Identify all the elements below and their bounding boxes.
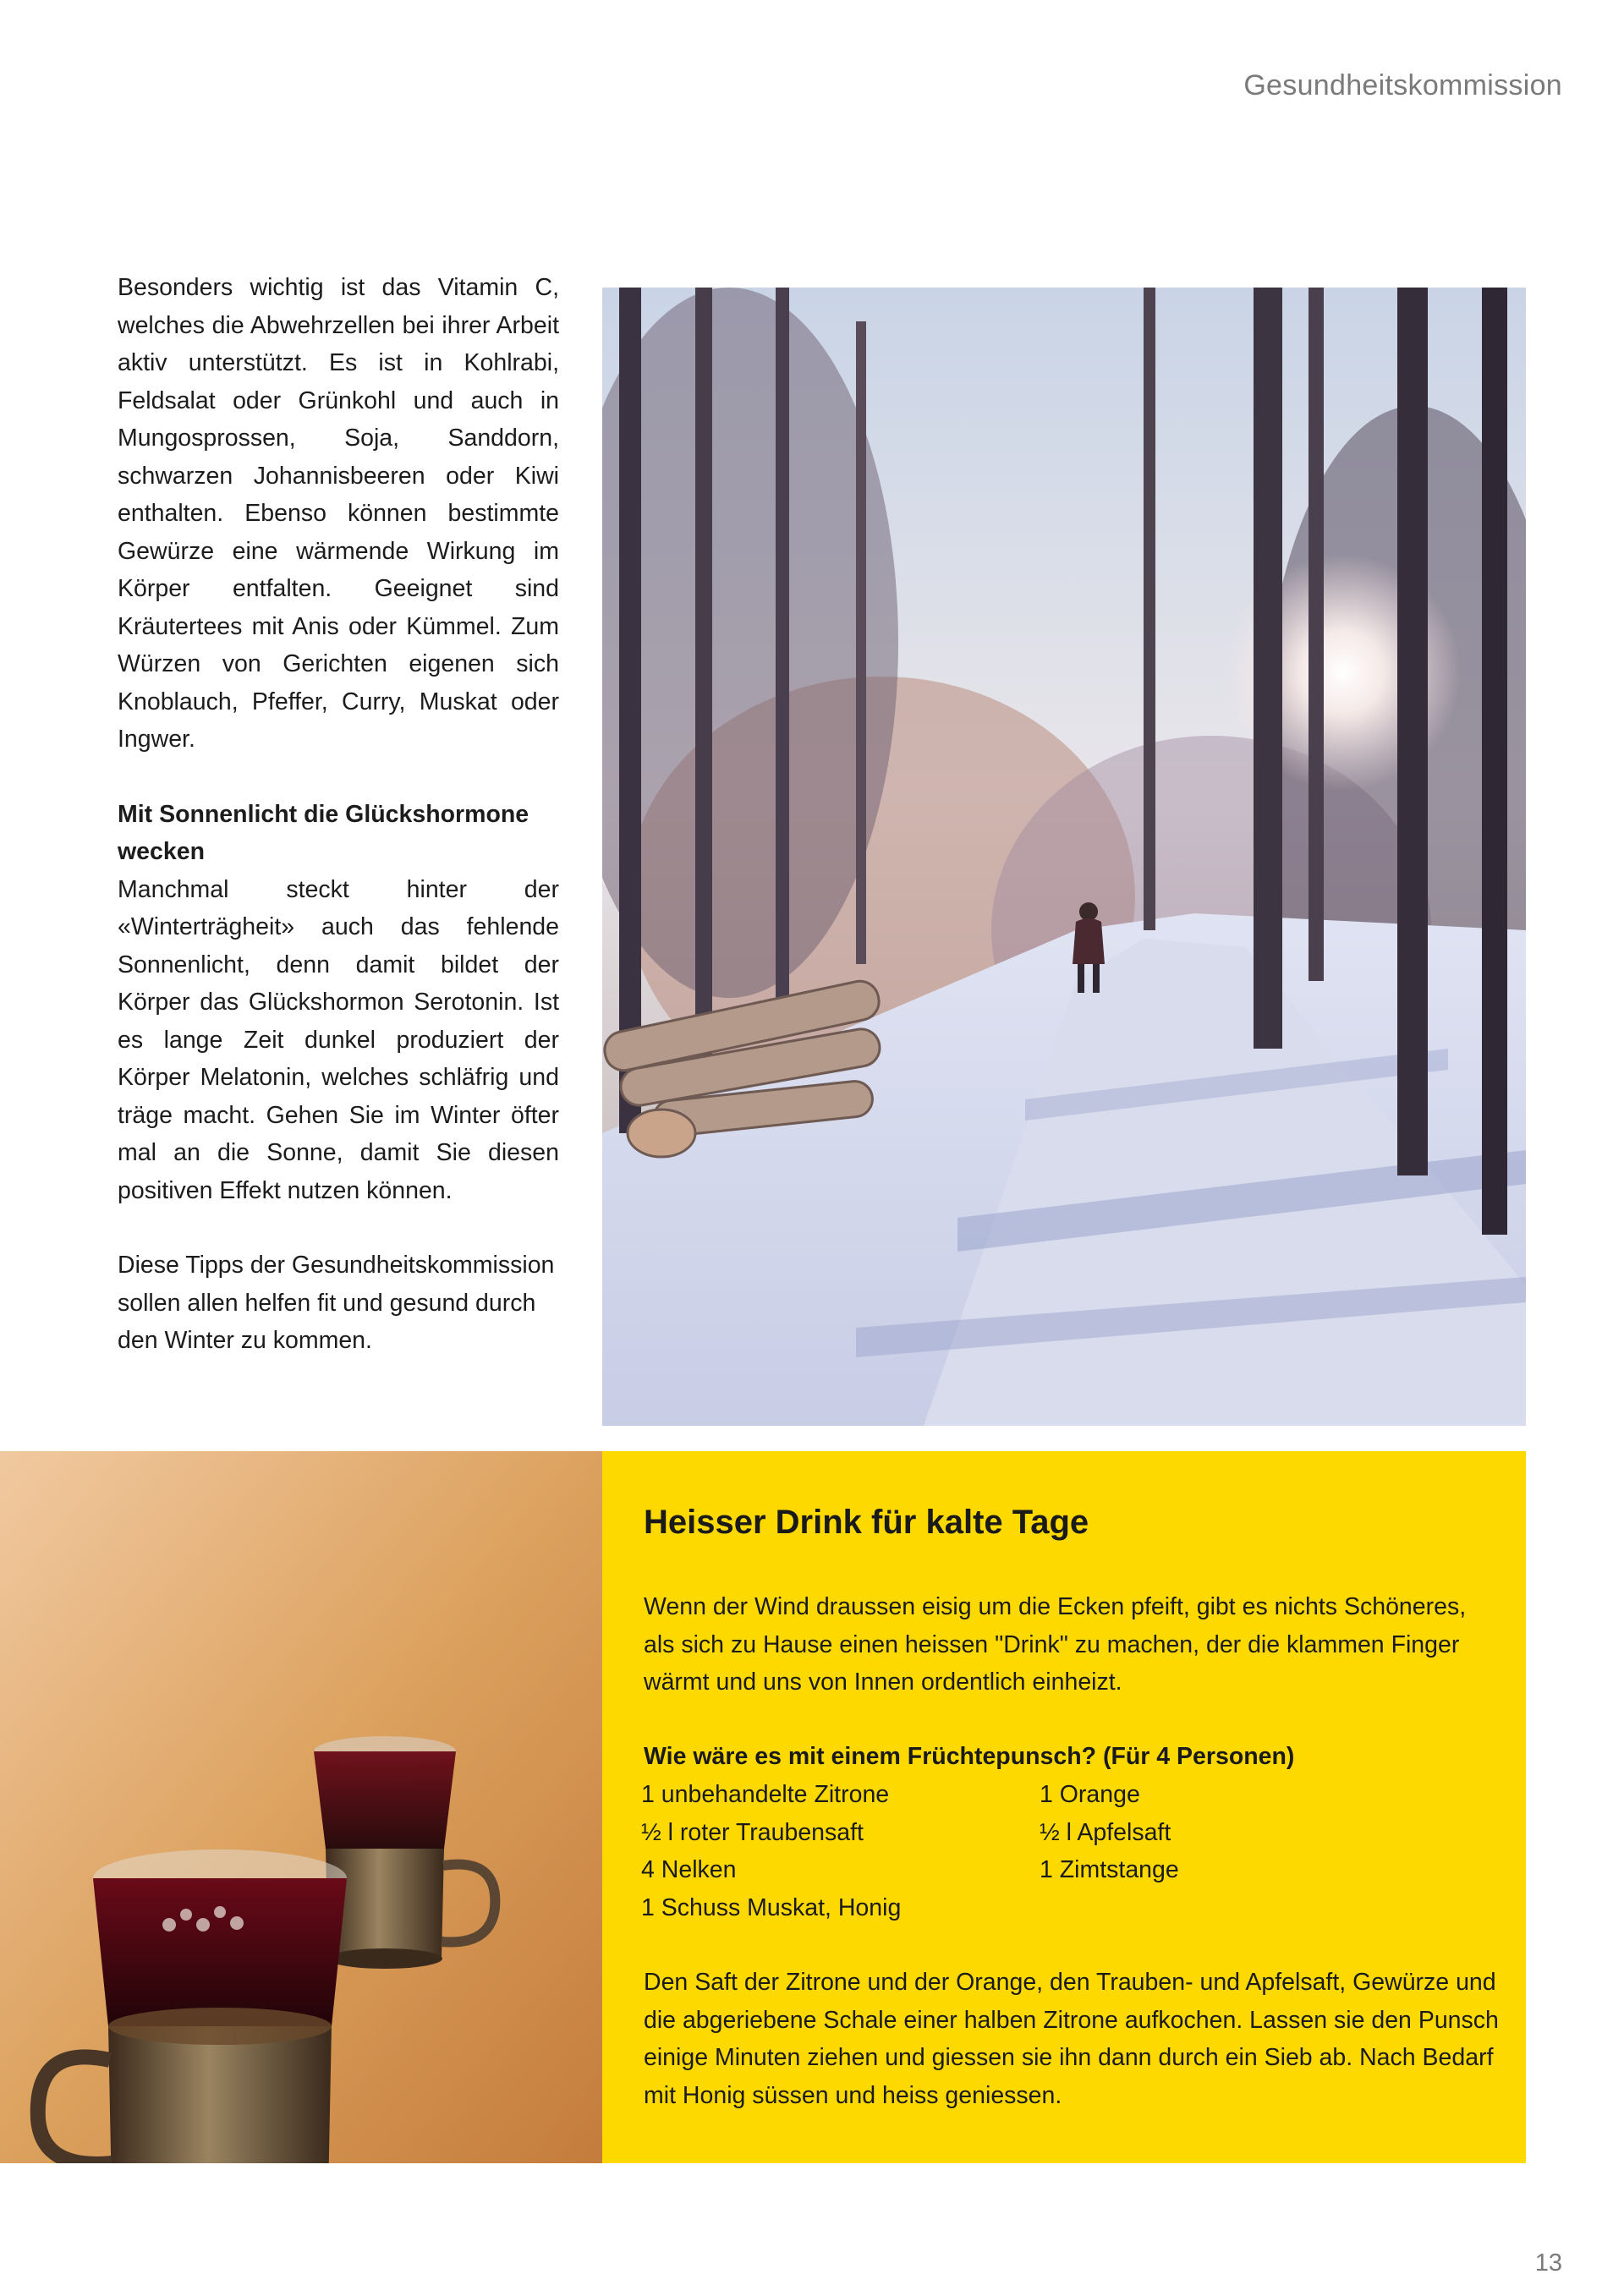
mulled-wine-photo: [0, 1451, 602, 2163]
ingredient-item: ½ l roter Traubensaft: [641, 1818, 864, 1846]
ingredient-item: 1 Zimtstange: [1040, 1856, 1179, 1883]
recipe-intro: Wenn der Wind draussen eisig um die Ecken pfeift, gibt es nichts Schöneres, als sich zu Hause einen heissen "Drink" zu machen, der die klammen Finger wärmt und uns von Innen ordentlich einheizt.: [644, 1593, 1467, 1696]
recipe-question: Wie wäre es mit einem Früchtepunsch? (Für 4 Personen): [644, 1743, 1295, 1770]
ingredient-item: 1 Schuss Muskat, Honig: [641, 1893, 902, 1921]
vitamin-paragraph: Besonders wichtig ist das Vitamin C, welches die Abwehrzellen bei ihrer Arbeit aktiv unterstützt. Es ist in Kohlrabi, Feldsalat oder Grünkohl und auch in Mungosprossen, Soja, Sanddorn, schwarzen Johannisbeeren oder Kiwi enthalten. Ebenso können bestimmte Gewürze eine wärmende Wirkung im Körper entfalten. Geeignet sind Kräutertees mit Anis oder Kümmel. Zum Würzen von Gerichten eigenen sich Knoblauch, Pfeffer, Curry, Muskat oder Ingwer.: [118, 274, 559, 753]
sunlight-subheading: Mit Sonnenlicht die Glückshormone wecken: [118, 800, 529, 865]
ingredient-row: [641, 1889, 1487, 1927]
left-text-column: [118, 269, 559, 1360]
recipe-method: Den Saft der Zitrone und der Orange, den Trauben- und Apfelsaft, Gewürze und die abgeriebene Schale einer halben Zitrone aufkochen. Lassen sie den Punsch einige Minuten ziehen und giessen sie ihn dann durch ein Sieb ab. Nach Bedarf mit Honig süssen und heiss geniessen.: [644, 1969, 1499, 2109]
running-header: Gesundheitskommission: [1243, 69, 1562, 101]
recipe-box: [602, 1451, 1526, 2163]
winter-forest-photo: [602, 288, 1526, 1426]
ingredient-row: [641, 1814, 1487, 1852]
ingredient-list: [641, 1776, 1487, 1926]
ingredient-item: 1 Orange: [1040, 1781, 1140, 1808]
ingredient-item: 1 unbehandelte Zitrone: [641, 1781, 890, 1808]
page-number: 13: [1534, 2249, 1562, 2277]
ingredient-item: 4 Nelken: [641, 1856, 737, 1883]
ingredient-row: [641, 1776, 1487, 1814]
ingredient-item: ½ l Apfelsaft: [1040, 1818, 1171, 1846]
ingredient-row: [641, 1851, 1487, 1889]
closing-paragraph: Diese Tipps der Gesundheitskommission sollen allen helfen fit und gesund durch den Winter zu kommen.: [118, 1252, 555, 1354]
recipe-title: Heisser Drink für kalte Tage: [644, 1504, 1089, 1541]
sunlight-paragraph: Manchmal steckt hinter der «Winterträgheit» auch das fehlende Sonnenlicht, denn damit bildet der Körper das Glückshormon Serotonin. Ist es lange Zeit dunkel produziert der Körper Melatonin, welches schläfrig und träge macht. Gehen Sie im Winter öfter mal an die Sonne, damit Sie diesen positiven Effekt nutzen können.: [118, 875, 559, 1204]
